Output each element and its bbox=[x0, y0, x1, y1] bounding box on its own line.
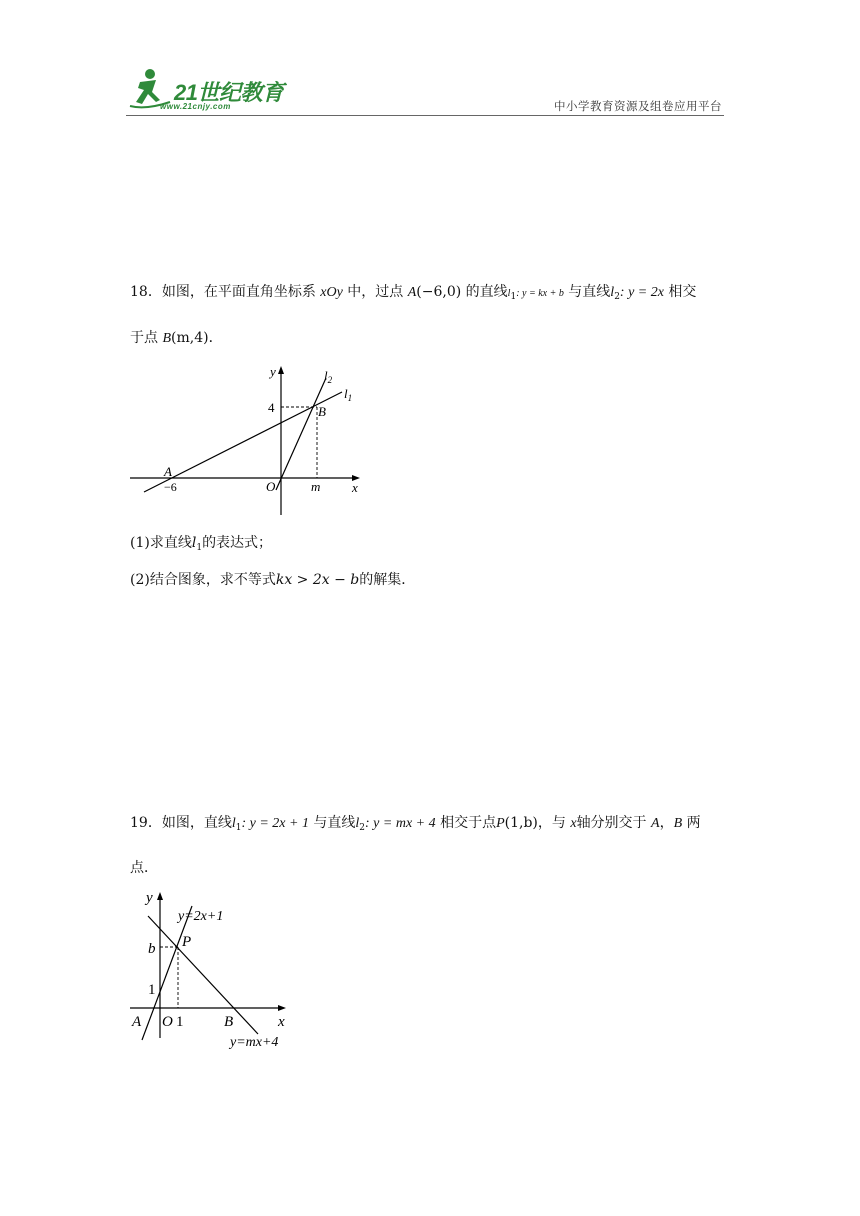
header-divider bbox=[126, 115, 724, 116]
q18-xoy: xOy bbox=[320, 285, 343, 300]
q19-b: B bbox=[673, 816, 683, 831]
label-l2: $l_2$ bbox=[324, 368, 333, 385]
question-18-text bbox=[130, 281, 730, 308]
label-l1: $l_1$ bbox=[344, 386, 353, 403]
page-header bbox=[126, 66, 724, 118]
label-1-x: 1 bbox=[176, 1014, 184, 1030]
label-b: B bbox=[318, 404, 326, 419]
label-neg6: −6 bbox=[164, 480, 177, 494]
q18-l2-eq: : y = 2x bbox=[619, 285, 664, 300]
q19-figure bbox=[128, 884, 298, 1054]
q18-l1: l bbox=[507, 288, 511, 299]
label-eq2: y=mx+4 bbox=[230, 1035, 279, 1050]
q19-text: 相交于点 bbox=[440, 815, 497, 831]
y-axis-arrow bbox=[278, 366, 284, 374]
question-19-text bbox=[130, 812, 730, 839]
x-axis-arrow bbox=[278, 1005, 286, 1011]
q19-l2-sub: 2 bbox=[359, 823, 366, 833]
label-y: y bbox=[270, 364, 276, 379]
q18-point-b-coords: (m,4) bbox=[171, 330, 209, 346]
label-a: A bbox=[132, 1014, 142, 1030]
q19-text: 与直线 bbox=[313, 815, 356, 831]
q19-text: ， bbox=[659, 815, 674, 831]
logo-text: 21世纪教育 bbox=[174, 80, 284, 105]
label-1-y: 1 bbox=[148, 982, 156, 998]
q19-text: 点． bbox=[130, 860, 158, 876]
q19-text: 两 bbox=[686, 815, 701, 831]
label-b-point: B bbox=[224, 1014, 234, 1030]
q18-text: 中，过点 bbox=[347, 284, 404, 300]
question-18-text-line2 bbox=[130, 327, 730, 350]
q18-text: 相交 bbox=[668, 284, 697, 300]
q18-inequality: kx > 2x − b bbox=[275, 572, 360, 588]
q18-point-b: B bbox=[162, 331, 172, 346]
logo-url: www.21cnjy.com bbox=[160, 102, 231, 111]
q18-part2-text: 的解集． bbox=[359, 572, 416, 588]
label-4: 4 bbox=[268, 400, 275, 415]
q18-l2: l bbox=[610, 285, 615, 300]
q18-text: 的直线 bbox=[465, 284, 508, 300]
q18-l1-sub: 1 bbox=[510, 292, 517, 302]
platform-name: 中小学教育资源及组卷应用平台 bbox=[554, 99, 722, 113]
q19-text: 轴分别交于 bbox=[576, 815, 647, 831]
y-axis-arrow bbox=[157, 892, 163, 900]
q18-point-a-coords: (−6,0) bbox=[416, 284, 462, 300]
q19-point-p-coords: (1,b) bbox=[504, 815, 538, 831]
q18-part1-sub: 1 bbox=[196, 543, 203, 553]
q18-point-a: A bbox=[407, 285, 417, 300]
q19-l1: l bbox=[231, 816, 236, 831]
label-x: x bbox=[278, 1014, 285, 1030]
label-y: y bbox=[146, 890, 153, 906]
label-origin: O bbox=[162, 1014, 173, 1030]
line-l2 bbox=[276, 378, 326, 490]
q19-text: ，与 bbox=[537, 815, 566, 831]
q18-text: 于点 bbox=[130, 330, 158, 346]
q19-l1-sub: 1 bbox=[235, 823, 242, 833]
q18-l2-sub: 2 bbox=[614, 292, 620, 302]
q18-part1-l: l bbox=[191, 535, 197, 551]
q19-text: 19．如图，直线 bbox=[130, 815, 232, 831]
q18-part-1 bbox=[130, 532, 272, 553]
q18-part-2 bbox=[130, 569, 415, 589]
q19-l2-eq: : y = mx + 4 bbox=[365, 816, 436, 831]
question-19-text-line2 bbox=[130, 857, 730, 879]
label-eq1: y=2x+1 bbox=[178, 909, 224, 924]
q19-x: x bbox=[570, 816, 577, 831]
q19-l1-eq: : y = 2x + 1 bbox=[241, 816, 309, 831]
label-x: x bbox=[352, 480, 358, 495]
label-p: P bbox=[182, 934, 192, 950]
label-m: m bbox=[311, 479, 321, 494]
q18-part1-text: (1)求直线 bbox=[130, 535, 192, 551]
label-b: b bbox=[148, 941, 156, 957]
q18-figure bbox=[128, 360, 368, 520]
q18-text: ． bbox=[208, 330, 223, 346]
q18-l1-eq: : y = kx + b bbox=[516, 288, 564, 299]
q18-part1-text: 的表达式； bbox=[202, 535, 273, 551]
q18-text: 与直线 bbox=[568, 284, 611, 300]
label-a: A bbox=[164, 464, 172, 479]
q18-text: 18．如图，在平面直角坐标系 bbox=[130, 284, 316, 300]
q19-point-p: P bbox=[496, 816, 505, 831]
label-origin: O bbox=[266, 479, 276, 494]
q18-part2-text: (2)结合图象，求不等式 bbox=[130, 572, 276, 588]
brand-logo bbox=[126, 66, 296, 116]
q19-l2: l bbox=[355, 816, 360, 831]
q19-a: A bbox=[651, 816, 660, 831]
